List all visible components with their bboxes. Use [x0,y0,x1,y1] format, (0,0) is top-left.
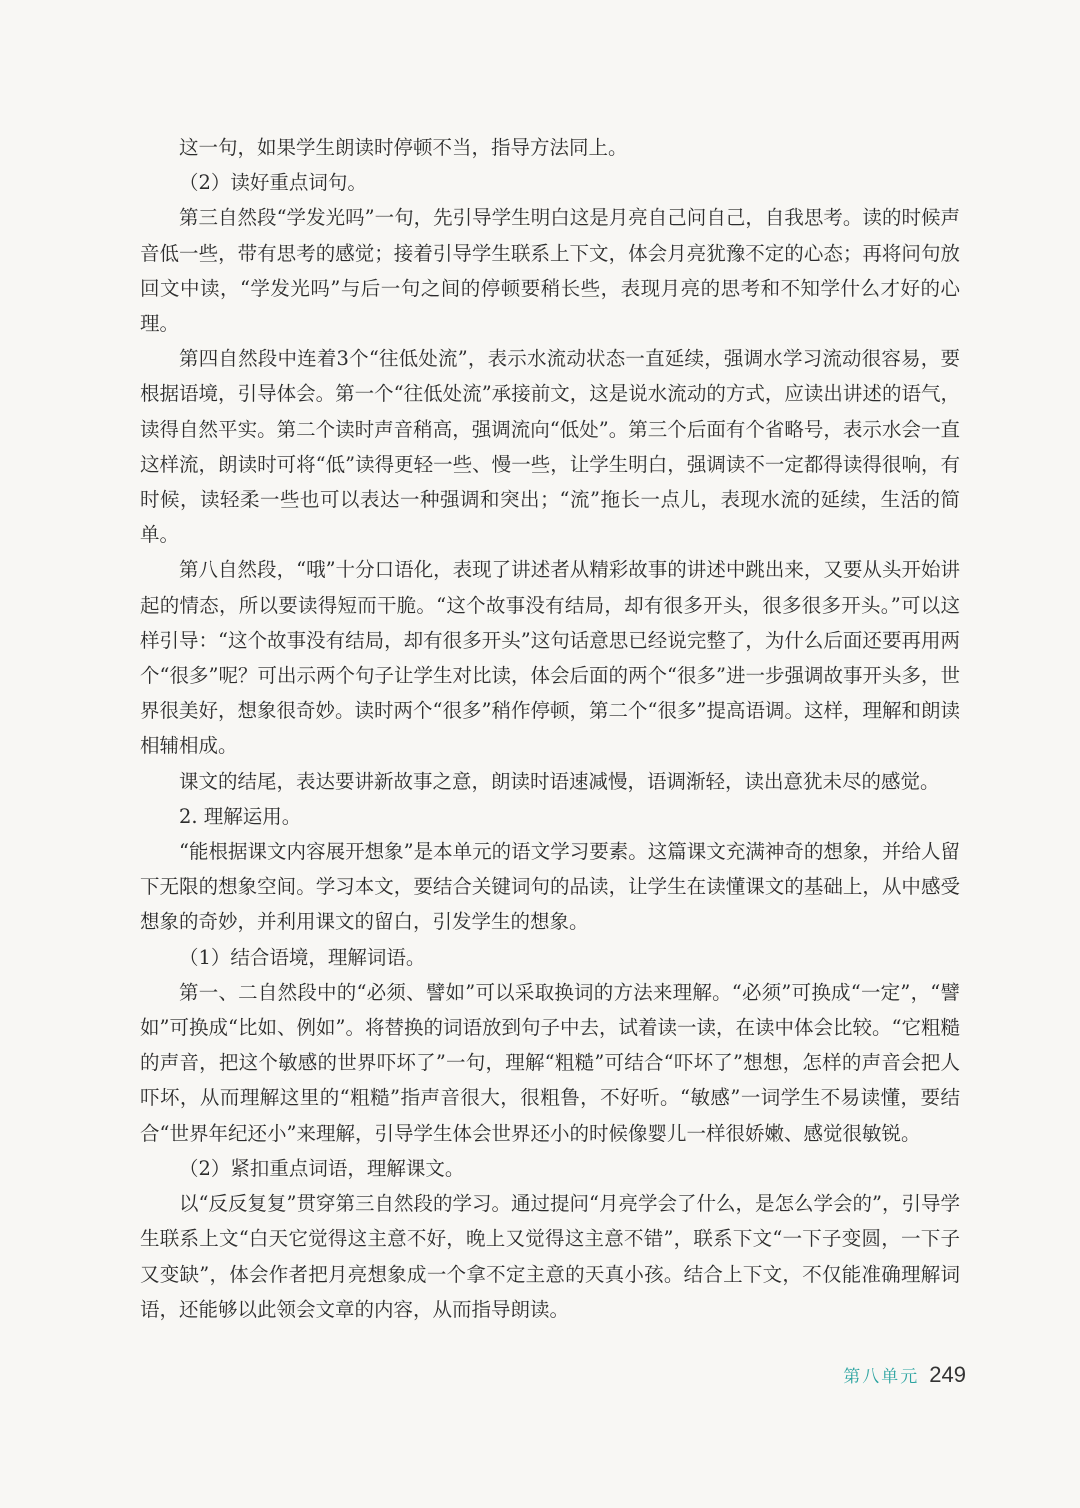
paragraph: “能根据课文内容展开想象”是本单元的语文学习要素。这篇课文充满神奇的想象，并给人留下无限的想象空间。学习本文，要结合关键词句的品读，让学生在读懂课文的基础上，从中感受想象的奇妙，并利用课文的留白，引发学生的想象。 [140,840,960,934]
subheading: （1）结合语境，理解词语。 [179,945,426,969]
unit-label: 第八单元 [843,1367,920,1387]
paragraph: 第四自然段中连着3个“往低处流”，表示水流动状态一直延续，强调水学习流动很容易，要根据语境，引导体会。第一个“往低处流”承接前文，这是说水流动的方式，应读出讲述的语气，读得自然平实。第二个读时声音稍高，强调流向“低处”。第三个后面有个省略号，表示水会一直这样流，朗读时可将“低”读得更轻一些、慢一些，让学生明白，强调读不一定都得读得很响，有时候，读轻柔一些也可以表达一种强调和突出；“流”拖长一点儿，表现水流的延续，生活的简单。 [140,347,960,547]
page-number: 249 [929,1362,966,1387]
paragraph: 课文的结尾，表达要讲新故事之意，朗读时语速减慢，语调渐轻，读出意犹未尽的感觉。 [179,769,940,793]
paragraph: 第一、二自然段中的“必须、譬如”可以采取换词的方法来理解。“必须”可换成“一定”，“譬如”可换成“比如、例如”。将替换的词语放到句子中去，试着读一读，在读中体会比较。“它粗糙的声音，把这个敏感的世界吓坏了”一句，理解“粗糙”可结合“吓坏了”想想，怎样的声音会把人吓坏，从而理解这里的“粗糙”指声音很大，很粗鲁，不好听。“敏感”一词学生不易读懂，要结合“世界年纪还小”来理解，引导学生体会世界还小的时候像婴儿一样很娇嫩、感觉很敏锐。 [140,980,960,1145]
paragraph: 第三自然段“学发光吗”一句，先引导学生明白这是月亮自己问自己，自我思考。读的时候声音低一些，带有思考的感觉；接着引导学生联系上下文，体会月亮犹豫不定的心态；再将问句放回文中读，“学发光吗”与后一句之间的停顿要稍长些，表现月亮的思考和不知学什么才好的心理。 [140,206,960,336]
page-footer [843,1362,966,1392]
paragraph: 第八自然段，“哦”十分口语化，表现了讲述者从精彩故事的讲述中跳出来，又要从头开始讲起的情态，所以要读得短而干脆。“这个故事没有结局，却有很多开头，很多很多开头。”可以这样引导：“这个故事没有结局，却有很多开头”这句话意思已经说完整了，为什么后面还要再用两个“很多”呢？可出示两个句子让学生对比读，体会后面的两个“很多”进一步强调故事开头多，世界很美好，想象很奇妙。读时两个“很多”稍作停顿，第二个“很多”提高语调。这样，理解和朗读相辅相成。 [140,558,960,758]
section-heading: 2. 理解运用。 [179,804,302,828]
paragraph: 以“反反复复”贯穿第三自然段的学习。通过提问“月亮学会了什么，是怎么学会的”，引导学生联系上文“白天它觉得这主意不好，晚上又觉得这主意不错”，联系下文“一下子变圆，一下子又变缺”，体会作者把月亮想象成一个拿不定主意的天真小孩。结合上下文，不仅能准确理解词语，还能够以此领会文章的内容，从而指导朗读。 [140,1192,960,1321]
paragraph: 这一句，如果学生朗读时停顿不当，指导方法同上。 [179,136,628,159]
subheading: （2）读好重点词句。 [179,171,367,195]
subheading: （2）紧扣重点词语，理解课文。 [179,1156,465,1180]
page-body [140,130,960,1327]
